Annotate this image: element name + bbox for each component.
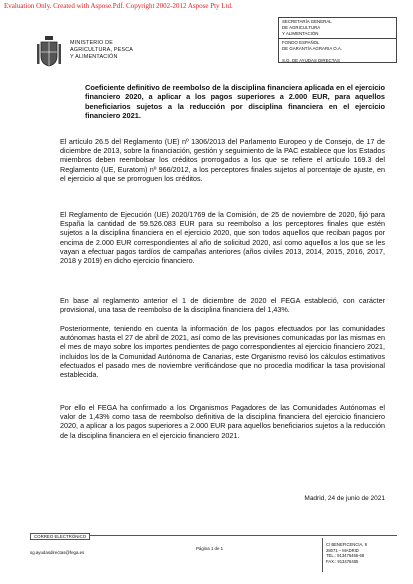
paragraph-4: Posteriormente, teniendo en cuenta la información de los pagos efectuados por las comunidades autónomas hasta el 27 de abril de 2021, así como de las previsiones comunicadas por las mismas en el mes de mayo sobre los importes pendientes de pago correspondientes al ejercicio financiero 2021, incluidos los de la Comunidad Autónoma de Canarias, este Organismo revisó los cálculos estimativos efectuados el pasado mes de noviembre verificándose que no procedía modificar la tasa provisional establecida.	[60, 324, 385, 380]
ministry-line-1: MINISTERIO DE	[70, 40, 114, 46]
ministry-line-2: AGRICULTURA, PESCA	[70, 47, 134, 53]
paragraph-5: Por ello el FEGA ha confirmado a los Organismos Pagadores de las Comunidades Autónomas el valor de 1,43% como tasa de reembolso definitiva de la disciplina financiera del ejercicio financiero 2020, a aplicar a los pagos superiores a 2.000 EUR para aquellos beneficiarios sujetos a la reducción de la disciplina financiera en el ejercicio financiero 2021.	[60, 403, 385, 440]
address-line-3: TEL.: 913476466-68	[326, 553, 365, 559]
secretariat-line-1: SECRETARÍA GENERAL	[282, 19, 332, 24]
address-block	[326, 542, 367, 564]
ministry-name	[70, 40, 133, 61]
secretariat-box	[278, 17, 397, 39]
page-number: Página 1 de 1	[196, 546, 224, 551]
mail-label: CORREO ELECTRÓNICO	[30, 533, 90, 540]
document-title: Coeficiente definitivo de reembolso de la disciplina financiera aplicada en el ejercicio financiero 2020, a aplicar a los pagos superiores a 2.000 EUR, para aquellos beneficiarios sujetos a la reducción por disciplina financiera en el ejercicio financiero 2021.	[85, 83, 385, 120]
paragraph-2: El Reglamento de Ejecución (UE) 2020/1769 de la Comisión, de 25 de noviembre de 2020, fijó para España la cantidad de 59.526.083 EUR para su reembolso a los perceptores finales que estén sujetos a la disciplina financiera en el ejercicio 2020, que son todos aquellos que reciban pagos por encima de 2.000 EUR correspondientes al año de solicitud 2020, así como aquellos a los que se les vayan a efectuar pagos tardíos de campañas anteriores (años civiles 2013, 2014, 2015, 2016, 2017, 2018 y 2019) en dicho ejercicio financiero.	[60, 210, 385, 266]
fega-line-2: DE GARANTÍA AGRARIA O.A.	[282, 46, 343, 51]
footer-separator	[322, 538, 323, 572]
address-line-1: C/ BENEFICENCIA, 8	[326, 542, 367, 547]
coat-of-arms-icon	[36, 34, 62, 68]
paragraph-3: En base al reglamento anterior el 1 de diciembre de 2020 el FEGA estableció, con carácter provisional, una tasa de reembolso de la disciplina financiera del 1,43%.	[60, 296, 385, 315]
fega-box	[278, 39, 397, 63]
secretariat-line-2: DE AGRICULTURA	[282, 25, 321, 30]
watermark-text: Evaluation Only. Created with Aspose.Pdf. Copyright 2002-2012 Aspose Pty Ltd.	[4, 2, 233, 10]
secretariat-line-3: Y ALIMENTACIÓN	[282, 31, 319, 36]
address-line-4: FAX.: 913476465	[326, 558, 359, 564]
address-line-2: 28071 – MADRID	[326, 547, 359, 553]
fega-line-4: S.G. DE AYUDAS DIRECTAS	[282, 58, 340, 63]
signature-date: Madrid, 24 de junio de 2021	[304, 495, 385, 502]
ministry-line-3: Y ALIMENTACIÓN	[70, 54, 118, 60]
paragraph-1: El artículo 26.5 del Reglamento (UE) nº 1306/2013 del Parlamento Europeo y de Consejo, de 17 de diciembre de 2013, sobre la financiación, gestión y seguimiento de la PAC establece que los Estados miembros deben reembolsar los créditos prorrogados a los que se refiere el artículo 169.3 del Reglamento (UE, Euratom) nº 966/2012, a los perceptores finales sujetos al porcentaje de ajuste, en el ejercicio al que se prorroguen los créditos.	[60, 137, 385, 183]
fega-line-1: FONDO ESPAÑOL	[282, 40, 320, 45]
email-link[interactable]: sg.ayudasdirectas@fega.es	[30, 550, 85, 555]
